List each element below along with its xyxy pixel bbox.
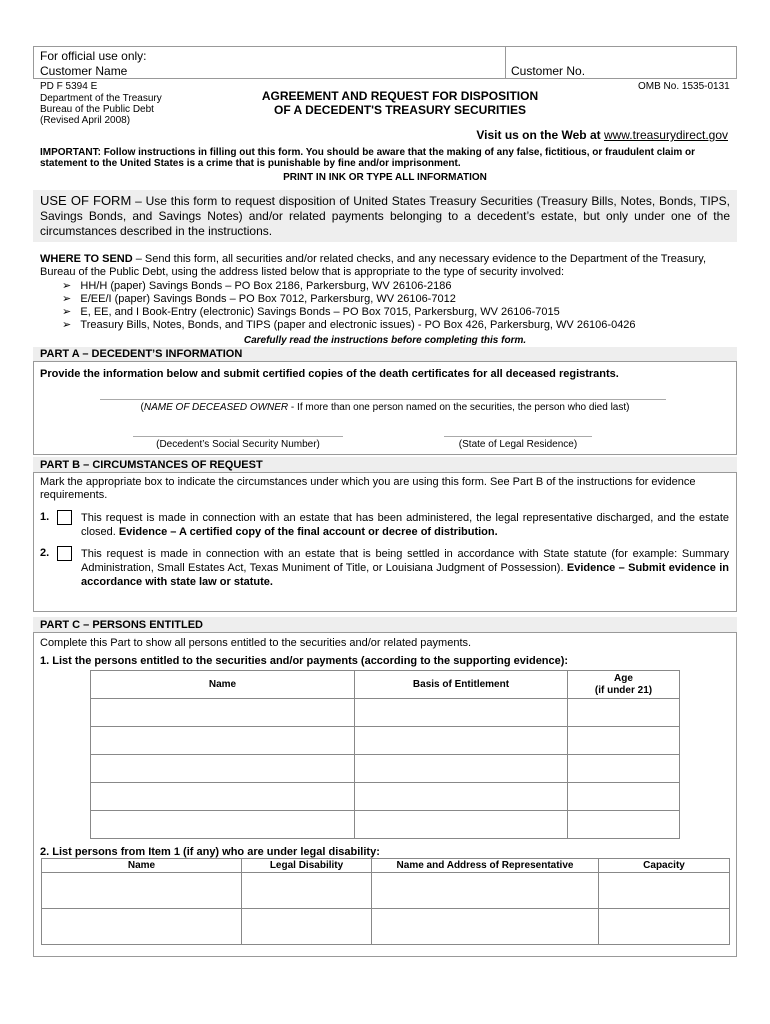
bullet-1: ➢ HH/H (paper) Savings Bonds – PO Box 2186, Parkersburg, WV 26106-2186 xyxy=(62,280,452,292)
table1-header-age xyxy=(568,671,680,699)
deceased-name-input[interactable] xyxy=(100,399,666,400)
table1-cell[interactable] xyxy=(568,811,680,839)
table2-cell[interactable] xyxy=(42,909,242,945)
visit-prefix: Visit us on the Web at xyxy=(476,128,604,142)
part-c-heading: PART C – PERSONS ENTITLED xyxy=(40,619,203,631)
age-label: Age xyxy=(614,672,633,684)
bureau: Bureau of the Public Debt xyxy=(40,104,154,115)
part-c-item-1: 1. List the persons entitled to the securities and/or payments (according to the supporting evidence): xyxy=(40,655,569,667)
official-use-divider xyxy=(505,46,506,79)
part-a-heading: PART A – DECEDENT’S INFORMATION xyxy=(40,348,243,360)
table2-cell[interactable] xyxy=(242,873,372,909)
customer-no-field[interactable]: Customer No. xyxy=(511,64,586,78)
website-link[interactable]: www.treasurydirect.gov xyxy=(603,128,728,142)
deceased-name-label: (NAME OF DECEASED OWNER - If more than one person named on the securities, the person who died last) xyxy=(140,402,630,413)
form-title-1: AGREEMENT AND REQUEST FOR DISPOSITION xyxy=(261,89,539,103)
table-row xyxy=(91,727,680,755)
state-input[interactable] xyxy=(444,436,592,437)
item-1-body: This request is made in connection with an estate that has been administered, the legal representative discharged, and the estate closed. xyxy=(81,512,729,538)
table2-header-disability: Legal Disability xyxy=(242,859,372,873)
table-row xyxy=(91,755,680,783)
item-2-evidence: Evidence – Submit evidence in accordance with state law or statute. xyxy=(81,562,730,588)
age-qualifier: (if under 21) xyxy=(594,684,653,696)
address-1: HH/H (paper) Savings Bonds – PO Box 2186, Parkersburg, WV 26106-2186 xyxy=(80,280,452,292)
item-1-checkbox[interactable] xyxy=(57,509,72,527)
table1-cell[interactable] xyxy=(91,727,355,755)
table1-cell[interactable] xyxy=(568,783,680,811)
address-4: Treasury Bills, Notes, Bonds, and TIPS (paper and electronic issues) - PO Box 426, Parkersburg, WV 26106-0426 xyxy=(80,319,636,331)
table1-cell[interactable] xyxy=(91,755,355,783)
part-c-intro: Complete this Part to show all persons entitled to the securities and/or related payments. xyxy=(40,637,472,649)
table1-cell[interactable] xyxy=(91,811,355,839)
table-row xyxy=(42,873,730,909)
important-notice: IMPORTANT: Follow instructions in filling out this form. You should be aware that the making of any false, fictitious, or fraudulent claim or statement to the United States is a crime that is punishable by fine and/or imprisonment. xyxy=(40,147,696,169)
table2-cell[interactable] xyxy=(599,873,730,909)
item-2-text xyxy=(81,547,729,589)
print-in-ink: PRINT IN INK OR TYPE ALL INFORMATION xyxy=(283,172,487,183)
table1-cell[interactable] xyxy=(355,811,568,839)
official-use-label: For official use only: xyxy=(40,49,147,63)
deceased-name-label-rest: - If more than one person named on the securities, the person who died last) xyxy=(288,402,630,413)
legal-disability-table xyxy=(41,858,730,945)
table-row xyxy=(42,909,730,945)
table-row xyxy=(91,783,680,811)
visit-web xyxy=(476,128,728,142)
table2-cell[interactable] xyxy=(372,909,599,945)
address-3: E, EE, and I Book-Entry (electronic) Savings Bonds – PO Box 7015, Parkersburg, WV 26106-7015 xyxy=(80,306,560,318)
state-label: (State of Legal Residence) xyxy=(458,439,578,450)
table1-cell[interactable] xyxy=(355,755,568,783)
part-c-item-2: 2. List persons from Item 1 (if any) who are under legal disability: xyxy=(40,846,380,858)
table1-cell[interactable] xyxy=(355,727,568,755)
table1-cell[interactable] xyxy=(568,755,680,783)
persons-entitled-table xyxy=(90,670,680,839)
use-of-form-label: USE OF FORM xyxy=(40,193,132,208)
table-row xyxy=(91,811,680,839)
table1-cell[interactable] xyxy=(355,783,568,811)
item-1-evidence: Evidence – A certified copy of the final account or decree of distribution. xyxy=(118,526,498,538)
table-row xyxy=(91,699,680,727)
form-title-2: OF A DECEDENT'S TREASURY SECURITIES xyxy=(274,103,526,117)
careful-read: Carefully read the instructions before completing this form. xyxy=(243,335,527,346)
ssn-input[interactable] xyxy=(133,436,343,437)
table2-cell[interactable] xyxy=(372,873,599,909)
part-b-heading: PART B – CIRCUMSTANCES OF REQUEST xyxy=(40,459,263,471)
part-b-instruction: Mark the appropriate box to indicate the circumstances under which you are using this form. See Part B of the instructions for evidence requirements. xyxy=(40,476,696,501)
omb-number: OMB No. 1535-0131 xyxy=(638,81,730,92)
department: Department of the Treasury xyxy=(40,93,162,104)
address-2: E/EE/I (paper) Savings Bonds – PO Box 7012, Parkersburg, WV 26106-7012 xyxy=(80,293,456,305)
table2-cell[interactable] xyxy=(242,909,372,945)
table1-cell[interactable] xyxy=(355,699,568,727)
customer-name-field[interactable]: Customer Name xyxy=(40,64,128,78)
item-2-number: 2. xyxy=(40,547,50,559)
table1-cell[interactable] xyxy=(568,699,680,727)
table1-cell[interactable] xyxy=(91,699,355,727)
table2-header-capacity: Capacity xyxy=(599,859,730,873)
table2-cell[interactable] xyxy=(42,873,242,909)
item-2-checkbox[interactable] xyxy=(57,545,72,563)
table2-header-row xyxy=(42,859,730,873)
where-to-send-label: WHERE TO SEND xyxy=(40,253,133,265)
bullet-4: ➢ Treasury Bills, Notes, Bonds, and TIPS (paper and electronic issues) - PO Box 426, Parkersburg, WV 26106-0426 xyxy=(62,319,636,331)
table1-header-basis: Basis of Entitlement xyxy=(355,671,568,699)
part-a-instruction: Provide the information below and submit certified copies of the death certificates for all deceased registrants. xyxy=(40,368,619,380)
table2-cell[interactable] xyxy=(599,909,730,945)
table1-cell[interactable] xyxy=(568,727,680,755)
deceased-name-label-italic: NAME OF DECEASED OWNER xyxy=(143,402,289,413)
bullet-2: ➢ E/EE/I (paper) Savings Bonds – PO Box 7012, Parkersburg, WV 26106-7012 xyxy=(62,293,456,305)
use-of-form xyxy=(40,193,730,239)
revised-date: (Revised April 2008) xyxy=(40,115,131,126)
item-1-number: 1. xyxy=(40,511,50,523)
item-1-text xyxy=(81,511,729,539)
bullet-3: ➢ E, EE, and I Book-Entry (electronic) Savings Bonds – PO Box 7015, Parkersburg, WV 26106-7015 xyxy=(62,306,560,318)
ssn-label: (Decedent’s Social Security Number) xyxy=(156,439,320,450)
table1-header-name: Name xyxy=(91,671,355,699)
use-of-form-text: – Use this form to request disposition of United States Treasury Securities (Treasury Bills, Notes, Bonds, TIPS, Savings Bonds, and Savings Notes) and/or related payments belonging to a decedent’s estate, but only under one of the circumstances described in the instructions. xyxy=(40,194,730,238)
table1-header-row xyxy=(91,671,680,699)
where-to-send xyxy=(40,253,730,279)
item-2-body: This request is made in connection with an estate that is being settled in accordance with State statute (for example: Summary Administration, Small Estates Act, Texas Muniment of Title, or Louisiana Judgment of Possession). xyxy=(81,548,729,574)
table2-header-name: Name xyxy=(42,859,242,873)
table1-cell[interactable] xyxy=(91,783,355,811)
where-to-send-text: – Send this form, all securities and/or related checks, and any necessary evidence to the Department of the Treasury, Bureau of the Public Debt, using the address listed below that is appropriate to the type of security involved: xyxy=(40,253,707,278)
form-id: PD F 5394 E xyxy=(40,81,98,92)
table2-header-representative: Name and Address of Representative xyxy=(372,859,599,873)
